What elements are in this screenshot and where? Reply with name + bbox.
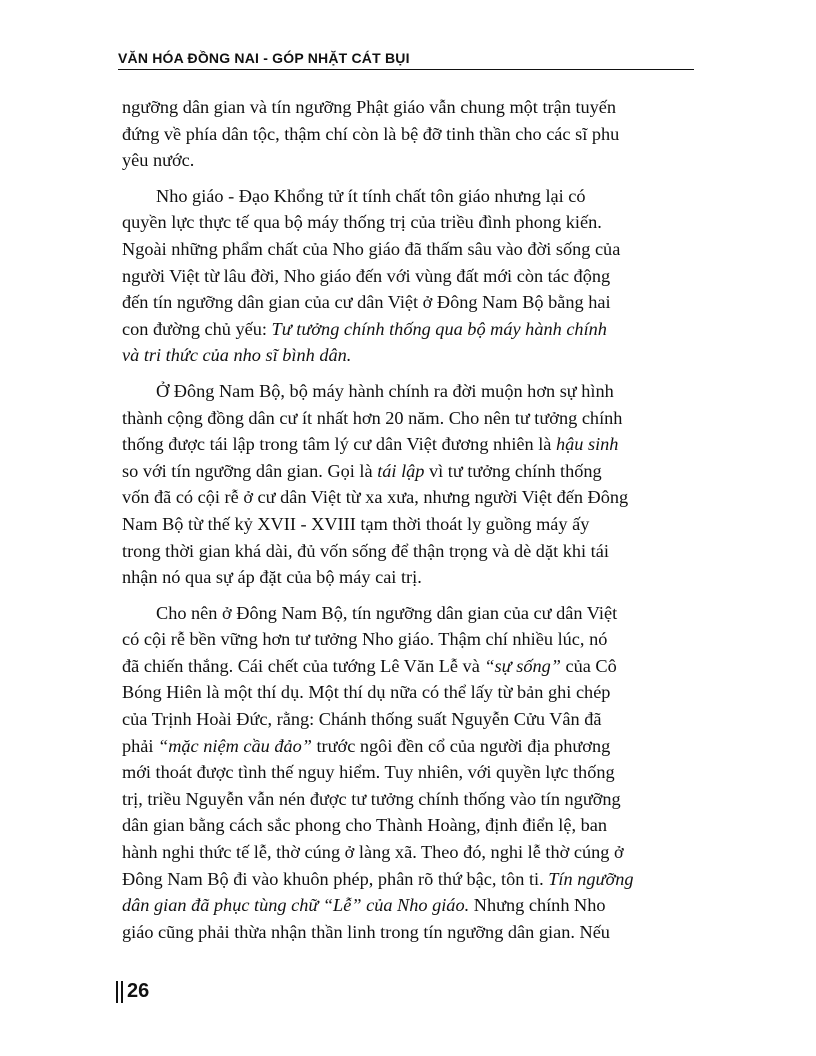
text-line: phải “mặc niệm cầu đảo” trước ngôi đền cổ của người địa phương [122, 735, 611, 756]
text-line: vốn đã có cội rễ ở cư dân Việt từ xa xưa, nhưng người Việt đến Đông [122, 487, 629, 508]
text-line: giáo cũng phải thừa nhận thần linh trong tín ngưỡng dân gian. Nếu [122, 921, 610, 942]
text-line: Cho nên ở Đông Nam Bộ, tín ngưỡng dân gian của cư dân Việt [156, 602, 618, 623]
text-line: dân gian bằng cách sắc phong cho Thành Hoàng, định điển lệ, ban [122, 815, 607, 836]
text-line: đến tín ngưỡng dân gian của cư dân Việt ở Đông Nam Bộ bằng hai [122, 292, 611, 313]
text-line: con đường chủ yếu: Tư tưởng chính thống qua bộ máy hành chính [122, 318, 607, 339]
text-line [122, 342, 698, 369]
text-line: trong thời gian khá dài, đủ vốn sống để thận trọng và dè dặt khi tái [122, 540, 609, 561]
page-number-text: 26 [127, 980, 150, 1002]
text-line: so với tín ngưỡng dân gian. Gọi là tái lập vì tư tưởng chính thống [122, 460, 602, 481]
text-line: trị, triều Nguyễn vẫn nén được tư tưởng chính thống vào tín ngưỡng [122, 788, 621, 809]
text-line: đã chiến thắng. Cái chết của tướng Lê Văn Lễ và “sự sống” của Cô [122, 655, 617, 676]
text-line: người Việt từ lâu đời, Nho giáo đến với vùng đất mới còn tác động [122, 265, 611, 286]
italic-text: và tri thức của nho sĩ bình dân. [122, 345, 352, 366]
italic-text: “sự sống” [484, 655, 561, 676]
text-line: yêu nước. [122, 150, 195, 171]
text-line: ngưỡng dân gian và tín ngưỡng Phật giáo vẫn chung một trận tuyến [122, 97, 617, 117]
paragraph-4 [122, 600, 698, 946]
text-line: Bóng Hiên là một thí dụ. Một thí dụ nữa có thể lấy từ bản ghi chép [122, 682, 611, 703]
text-line: Ngoài những phẩm chất của Nho giáo đã thấm sâu vào đời sống của [122, 238, 621, 259]
text-line: đứng về phía dân tộc, thậm chí còn là bệ đỡ tinh thần cho các sĩ phu [122, 123, 620, 144]
italic-text: hậu sinh [555, 434, 619, 455]
text-line: Đông Nam Bộ đi vào khuôn phép, phân rõ thứ bậc, tôn ti. Tín ngưỡng [122, 868, 634, 889]
italic-text: tái lập [377, 460, 425, 481]
italic-text: “mặc niệm cầu đảo” [158, 735, 312, 756]
folio-bar [116, 981, 123, 1003]
paragraph-2 [122, 183, 698, 369]
italic-text: dân gian đã phục tùng chữ “Lễ” của Nho giáo. [122, 895, 470, 916]
body-text [122, 94, 698, 954]
text-line: thành cộng đồng dân cư ít nhất hơn 20 năm. Cho nên tư tưởng chính [122, 407, 623, 428]
text-line: thống được tái lập trong tâm lý cư dân Việt đương nhiên là hậu sinh [122, 434, 619, 455]
text-line: hành nghi thức tế lễ, thờ cúng ở làng xã. Theo đó, nghi lễ thờ cúng ở [122, 842, 624, 863]
text-line: mới thoát được tình thế nguy hiểm. Tuy nhiên, với quyền lực thống [122, 762, 615, 783]
text-line: Nho giáo - Đạo Khổng tử ít tính chất tôn giáo nhưng lại có [156, 185, 586, 206]
paragraph-3 [122, 378, 698, 591]
text-line: Nam Bộ từ thế kỷ XVII - XVIII tạm thời thoát ly guồng máy ấy [122, 513, 590, 534]
text-line: có cội rễ bền vững hơn tư tưởng Nho giáo. Thậm chí nhiều lúc, nó [122, 629, 608, 650]
text-line: Ở Đông Nam Bộ, bộ máy hành chính ra đời muộn hơn sự hình [156, 380, 614, 401]
text-line: quyền lực thực tế qua bộ máy thống trị của triều đình phong kiến. [122, 212, 602, 233]
text-line: dân gian đã phục tùng chữ “Lễ” của Nho giáo. Nhưng chính Nho [122, 895, 606, 916]
paragraph-1 [122, 94, 698, 174]
text-line: của Trịnh Hoài Đức, rằng: Chánh thống suất Nguyễn Cửu Vân đã [122, 709, 602, 730]
running-head: VĂN HÓA ĐỒNG NAI - GÓP NHẶT CÁT BỤI [118, 50, 410, 66]
italic-text: Tư tưởng chính thống qua bộ máy hành chính [271, 318, 607, 339]
header-rule [118, 69, 694, 70]
text-line: nhận nó qua sự áp đặt của bộ máy cai trị. [122, 567, 422, 588]
page-number [116, 980, 149, 1003]
italic-text: Tín ngưỡng [548, 868, 634, 889]
